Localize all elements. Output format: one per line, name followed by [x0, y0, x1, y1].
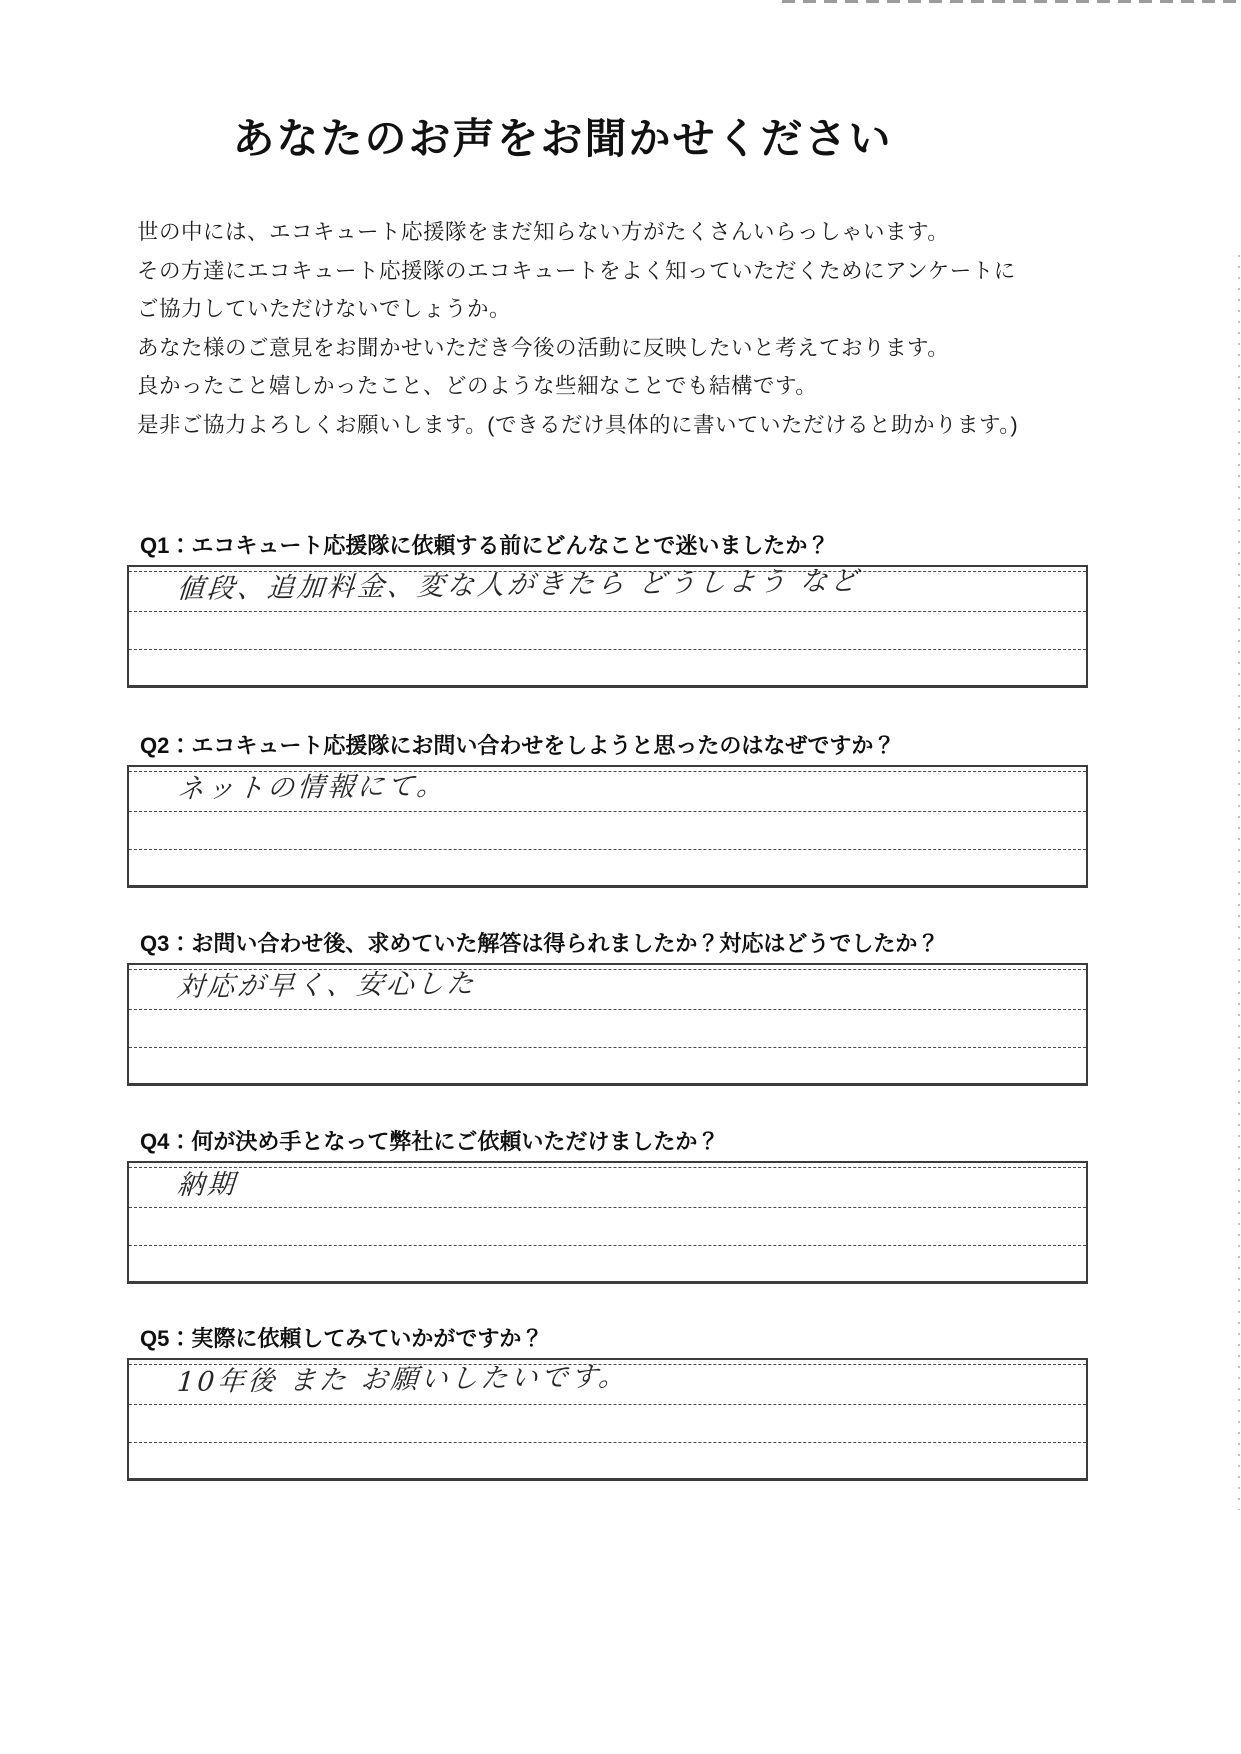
question-label-q4: Q4：何が決め手となって弊社にご依頼いただけましたか？	[140, 1129, 720, 1154]
intro-line: 是非ご協力よろしくお願いします。(できるだけ具体的に書いていただけると助かります。)	[137, 412, 1019, 437]
question-section-q2	[127, 733, 1088, 888]
ruled-line	[129, 849, 1086, 850]
answer-box-q2	[127, 765, 1088, 888]
ruled-line	[129, 1404, 1086, 1405]
intro-line: その方達にエコキュート応援隊のエコキュートをよく知っていただくためにアンケートに	[137, 258, 1016, 283]
question-section-q5	[127, 1326, 1088, 1481]
handwritten-answer-q3: 対応が早く、安心した	[175, 968, 478, 1004]
ruled-line	[129, 649, 1086, 650]
page-title: あなたのお声をお聞かせください	[232, 115, 893, 162]
question-label-q2: Q2：エコキュート応援隊にお問い合わせをしようと思ったのはなぜですか？	[140, 733, 896, 758]
question-label-q5: Q5：実際に依頼してみていかがですか？	[140, 1326, 544, 1351]
question-label-q1: Q1：エコキュート応援隊に依頼する前にどんなことで迷いましたか？	[140, 533, 830, 558]
ruled-line	[129, 1167, 1086, 1168]
ruled-line	[129, 1009, 1086, 1010]
ruled-line	[129, 1207, 1086, 1208]
ruled-line	[129, 611, 1086, 612]
intro-line: ご協力していただけないでしょうか。	[137, 297, 512, 321]
answer-box-q5	[127, 1358, 1088, 1481]
ruled-line	[129, 811, 1086, 812]
intro-line: あなた様のご意見をお聞かせいただき今後の活動に反映したいと考えております。	[137, 335, 950, 360]
scan-artifact-right-edge	[1238, 255, 1240, 1510]
ruled-line	[129, 1245, 1086, 1246]
handwritten-answer-q2: ネットの情報にて。	[175, 770, 448, 806]
intro-line: 世の中には、エコキュート応援隊をまだ知らない方がたくさんいらっしゃいます。	[137, 220, 950, 244]
ruled-line	[129, 1442, 1086, 1443]
question-section-q3	[127, 931, 1088, 1086]
handwritten-answer-q5: 10年後 また お願いしたいです。	[175, 1361, 630, 1399]
question-section-q4	[127, 1129, 1088, 1284]
question-section-q1	[127, 533, 1088, 688]
answer-box-q4	[127, 1161, 1088, 1284]
answer-box-q1	[127, 565, 1088, 688]
question-label-q3: Q3：お問い合わせ後、求めていた解答は得られましたか？対応はどうでしたか？	[140, 931, 940, 956]
answer-box-q3	[127, 963, 1088, 1086]
intro-paragraph	[137, 213, 1097, 444]
scan-artifact-top-edge	[782, 0, 1241, 3]
handwritten-answer-q1: 値段、追加料金、変な人がきたら どうしよう など	[175, 565, 862, 606]
handwritten-answer-q4: 納期	[175, 1169, 239, 1202]
ruled-line	[129, 1047, 1086, 1048]
intro-line: 良かったこと嬉しかったこと、どのような些細なことでも結構です。	[137, 374, 818, 398]
